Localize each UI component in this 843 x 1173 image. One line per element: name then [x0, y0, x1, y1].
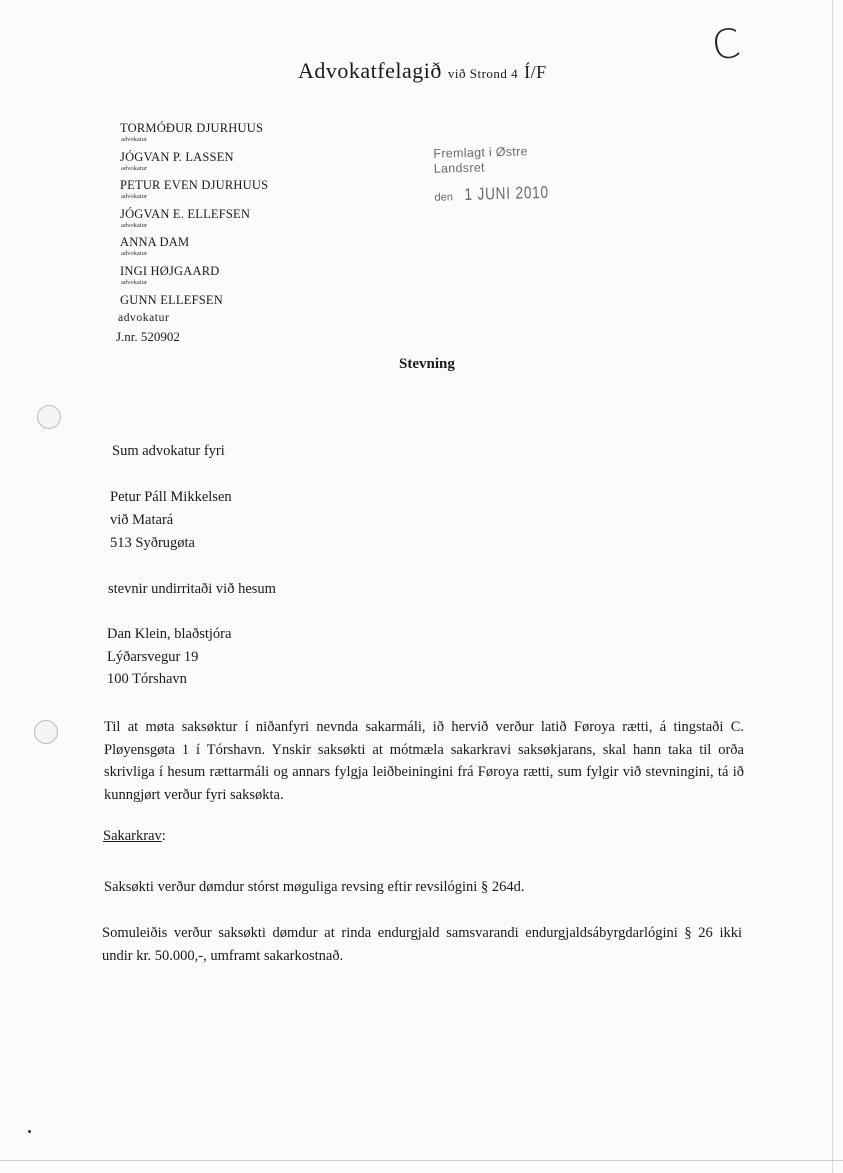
stamp-date-prefix: den	[434, 191, 454, 204]
defendant-address-1: Lýðarsvegur 19	[107, 649, 199, 665]
lawyer-name: JÓGVAN E. ELLEFSEN	[120, 206, 251, 221]
lawyer-entry	[120, 235, 268, 264]
plaintiff-address-1: við Matará	[110, 512, 174, 528]
lawyer-role: advokatur	[121, 250, 147, 258]
page-bottom-edge	[0, 1160, 843, 1161]
defendant-address-2: 100 Tórshavn	[107, 671, 187, 687]
lawyer-role: advokatur	[121, 278, 147, 286]
lawyer-name: PETUR EVEN DJURHUUS	[120, 178, 269, 193]
firm-name: Advokatfelagið	[298, 58, 442, 83]
firm-suffix: Í/F	[524, 62, 547, 82]
lawyer-entry	[120, 207, 268, 236]
lawyer-name: INGI HØJGAARD	[120, 263, 220, 278]
lawyer-list	[120, 121, 268, 321]
punch-hole-top	[37, 405, 61, 429]
page-edge	[832, 0, 833, 1173]
lawyer-role: advokatur	[121, 164, 147, 172]
main-paragraph: Til at møta saksøktur í niðanfyri nevnda sakarmáli, ið hervið verður latið Føroya rætti, á tingstaði C. Pløyensgøta 1 í Tórshavn. Ynskir saksøkti at mótmæla sakarkravi saksøkjarans, skal hann taka til orða skrivliga í hesum rættarmáli og annars fylgja leiðbeiningini frá Føroya rætti, sum fylgir við stevningini, tá ið kunngjørt verður fyri saksøkta.	[104, 719, 744, 803]
claims-heading-row	[103, 828, 166, 845]
lawyer-name: TORMÓÐUR DJURHUUS	[120, 121, 264, 135]
stamp-line-2: Landsret	[433, 160, 486, 176]
lawyer-name: ANNA DAM	[120, 235, 190, 250]
letterhead	[298, 58, 547, 84]
intro-line: Sum advokatur fyri	[112, 443, 225, 459]
handwritten-mark: C	[708, 20, 744, 70]
punch-hole-bottom	[34, 720, 58, 744]
stamp-date: 1 JUNI 2010	[464, 182, 550, 204]
lawyer-name: JÓGVAN P. LASSEN	[120, 149, 234, 164]
lawyer-role: advokatur	[121, 136, 147, 143]
defendant-name: Dan Klein, blaðstjóra	[107, 626, 232, 642]
lawyer-entry	[120, 178, 268, 207]
journal-number: J.nr. 520902	[116, 329, 180, 344]
lawyer-role: advokatur	[121, 193, 147, 201]
document-heading: Stevning	[399, 356, 455, 372]
speck	[28, 1130, 31, 1133]
claim-2: Somuleiðis verður saksøkti dømdur at rinda endurgjald samsvarandi endurgjaldsábyrgdarlógini § 26 ikki undir kr. 50.000,-, umframt sakarkostnað.	[102, 925, 742, 964]
summons-line: stevnir undirritaði við hesum	[108, 581, 276, 597]
lawyer-entry	[120, 121, 268, 150]
court-stamp	[433, 143, 570, 206]
plaintiff-name: Petur Páll Mikkelsen	[110, 489, 232, 505]
lawyer-name: GUNN ELLEFSEN	[120, 292, 223, 307]
lawyer-footer-role: advokatur	[118, 312, 170, 324]
claims-heading: Sakarkrav	[103, 828, 162, 844]
firm-address: við Strond 4	[447, 66, 519, 81]
stamp-date-row	[434, 182, 570, 206]
plaintiff-address-2: 513 Syðrugøta	[110, 535, 195, 551]
lawyer-entry	[120, 264, 268, 293]
lawyer-role: advokatur	[121, 221, 147, 229]
lawyer-entry	[120, 150, 268, 179]
claim-1: Saksøkti verður dømdur stórst møguliga revsing eftir revsilógini § 264d.	[104, 879, 525, 895]
stamp-line-1: Fremlagt i Østre	[433, 144, 528, 161]
claims-heading-colon: :	[161, 828, 166, 844]
